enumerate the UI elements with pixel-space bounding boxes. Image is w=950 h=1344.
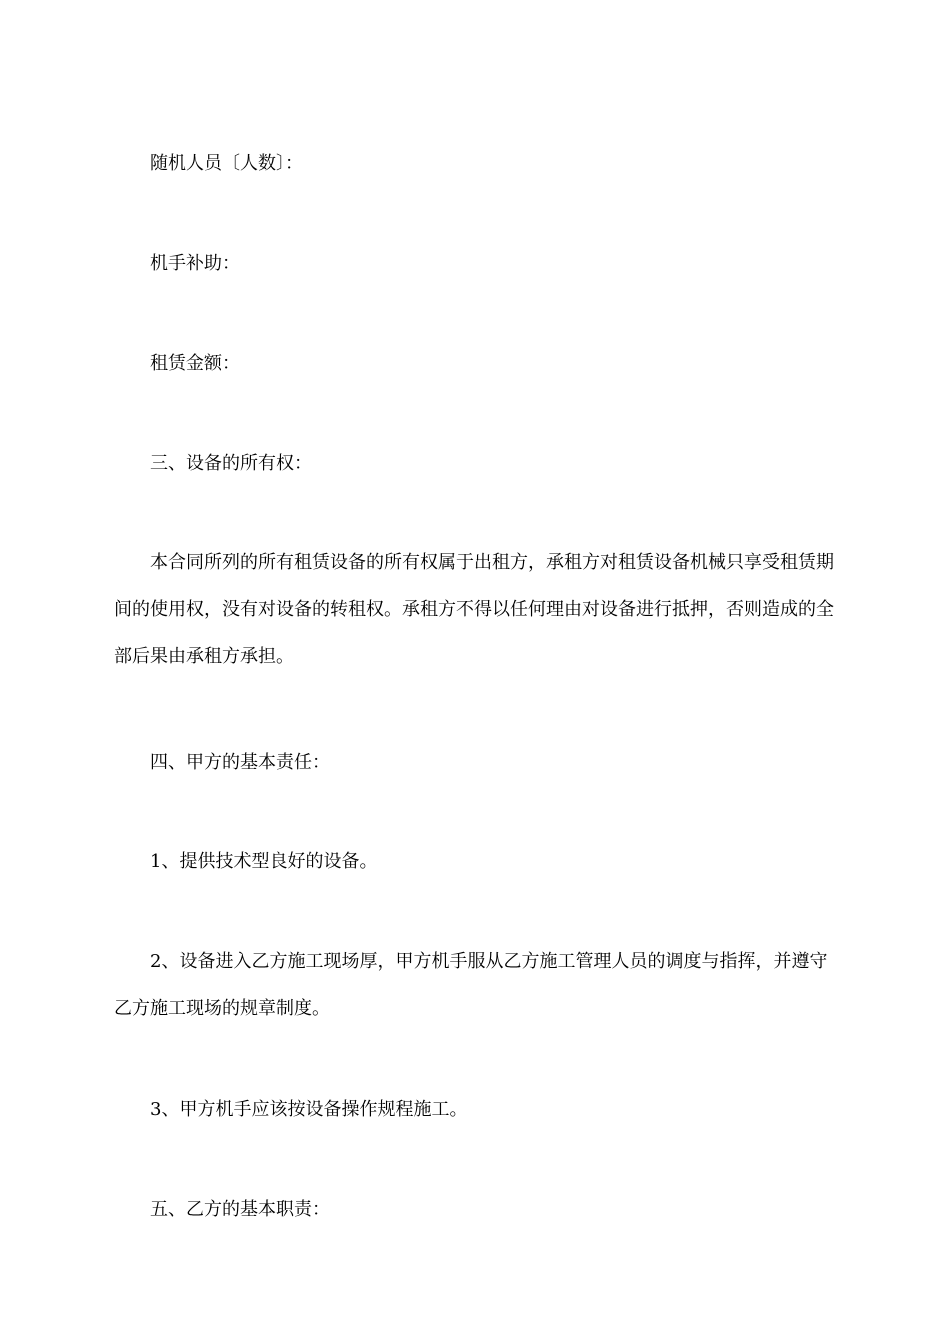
section-heading-ownership: 三、设备的所有权：: [150, 453, 312, 474]
section-heading-party-b-duties: 五、乙方的基本职责：: [150, 1199, 330, 1220]
paragraph-operator-subsidy: 机手补助：: [150, 253, 240, 274]
paragraph-ownership-body: 本合同所列的所有租赁设备的所有权属于出租方，承租方对租赁设备机械只享受租赁期间的使用权，没有对设备的转租权。承租方不得以任何理由对设备进行抵押，否则造成的全部后果由承租方承担。: [114, 552, 834, 667]
paragraph-rental-amount: 租赁金额：: [150, 353, 240, 374]
list-item-party-a-2: 2、设备进入乙方施工现场厚，甲方机手服从乙方施工管理人员的调度与指挥，并遵守乙方施工现场的规章制度。: [114, 951, 828, 1019]
paragraph-escort-personnel: 随机人员〔人数〕：: [150, 153, 303, 174]
section-heading-party-a-responsibilities: 四、甲方的基本责任：: [150, 752, 330, 773]
list-item-party-a-1: 1、提供技术型良好的设备。: [150, 851, 378, 872]
list-item-party-a-3: 3、甲方机手应该按设备操作规程施工。: [150, 1099, 468, 1120]
